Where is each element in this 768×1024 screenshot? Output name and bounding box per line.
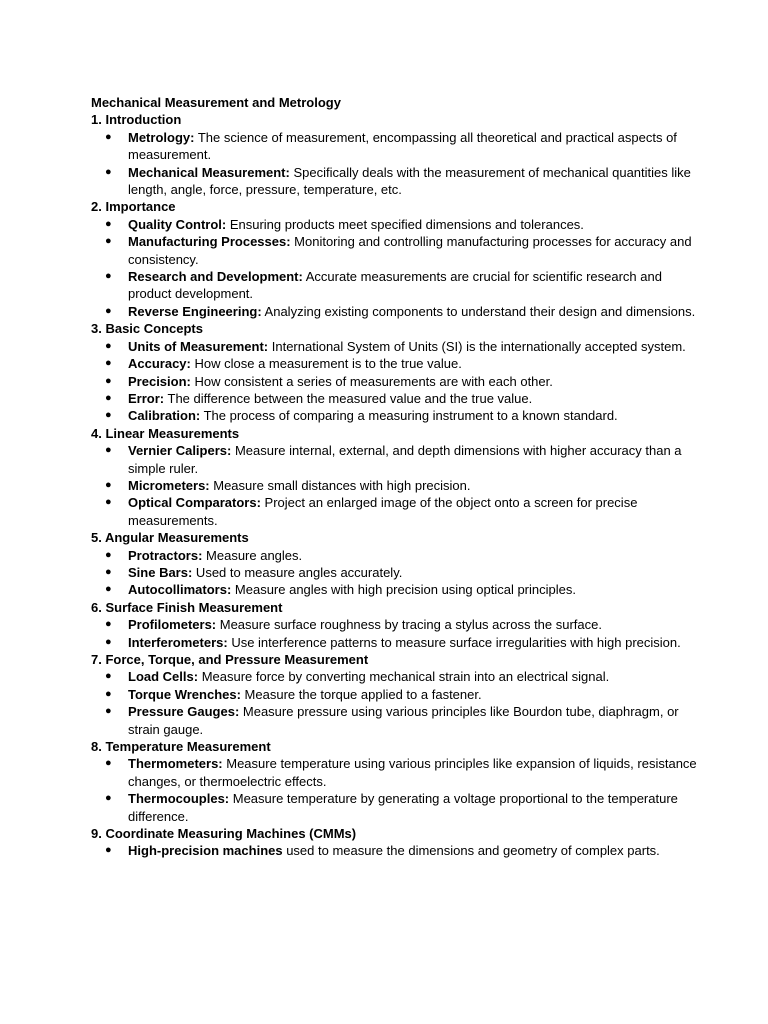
section-heading: 6. Surface Finish Measurement [91,599,283,615]
bullet-icon: ● [105,339,112,352]
bullet-icon: ● [105,304,112,317]
item-description: The science of measurement, encompassing all theoretical and practical aspects of measurement. [128,129,677,163]
item-term: Quality Control: [128,216,227,232]
bullet-list [91,129,708,199]
item-term: Mechanical Measurement: [128,164,290,180]
item-description: Measure temperature by generating a voltage proportional to the temperature difference. [128,791,678,824]
item-term: Load Cells: [128,669,199,685]
item-description: Accurate measurements are crucial for scientific research and product development. [128,269,662,302]
item-term: Accuracy: [128,356,191,372]
section-heading: 3. Basic Concepts [91,321,203,337]
bullet-icon: ● [105,130,112,143]
item-term: Thermometers: [128,756,223,772]
item-description: International System of Units (SI) is the internationally accepted system. [268,338,686,354]
item-description: Project an enlarged image of the object onto a screen for precise measurements. [128,495,638,528]
section-heading: 2. Importance [91,199,176,215]
bullet-icon: ● [105,757,112,770]
list-item [91,842,708,859]
item-description: Measure the torque applied to a fastener. [240,686,482,702]
item-description: Ensuring products meet specified dimensions and tolerances. [226,216,584,232]
list-item [91,338,708,355]
bullet-icon: ● [105,217,112,230]
bullet-icon: ● [105,705,112,718]
item-term: Precision: [128,373,191,389]
bullet-icon: ● [105,496,112,509]
list-item [91,564,708,581]
bullet-icon: ● [105,548,112,561]
section-heading: 4. Linear Measurements [91,425,240,441]
item-description: Used to measure angles accurately. [192,564,403,580]
item-term: Pressure Gauges: [128,704,240,720]
bullet-icon: ● [105,687,112,700]
bullet-list [91,842,708,859]
item-term: Error: [128,390,165,406]
item-term: Reverse Engineering: [128,303,262,319]
section-heading: 8. Temperature Measurement [91,739,271,755]
item-term: Interferometers: [128,634,228,650]
list-item [91,442,708,477]
item-term: Optical Comparators: [128,495,261,511]
item-description: Measure small distances with high precision. [209,477,471,493]
list-item [91,390,708,407]
bullet-icon: ● [105,583,112,596]
bullet-list [91,616,708,651]
item-description: How close a measurement is to the true value. [190,356,462,372]
list-item [91,547,708,564]
bullet-icon: ● [105,565,112,578]
list-item [91,233,708,268]
item-term: High-precision machines [128,843,283,859]
bullet-icon: ● [105,409,112,422]
bullet-icon: ● [105,618,112,631]
list-item [91,668,708,685]
list-item [91,373,708,390]
bullet-icon: ● [105,374,112,387]
section-heading: 9. Coordinate Measuring Machines (CMMs) [91,826,357,842]
item-term: Protractors: [128,547,203,563]
bullet-icon: ● [105,391,112,404]
item-description: The process of comparing a measuring instrument to a known standard. [200,408,618,424]
section-heading: 7. Force, Torque, and Pressure Measurement [91,652,369,667]
item-term: Sine Bars: [128,564,193,580]
item-description: Specifically deals with the measurement of mechanical quantities like length, angle, force, pressure, temperature, etc. [128,164,691,198]
bullet-icon: ● [105,635,112,648]
item-description: Measure angles with high precision using optical principles. [231,582,576,598]
bullet-icon: ● [105,670,112,683]
list-item [91,407,708,424]
list-item [91,494,708,529]
list-item [91,164,708,199]
bullet-icon: ● [105,235,112,248]
bullet-icon: ● [105,844,112,857]
document-title: Mechanical Measurement and Metrology [91,95,341,110]
list-item [91,268,708,303]
bullet-list [91,442,708,529]
bullet-icon: ● [105,792,112,805]
bullet-list [91,216,708,320]
bullet-list [91,755,708,825]
bullet-icon: ● [105,478,112,491]
item-description: Measure internal, external, and depth dimensions with higher accuracy than a simple ruler. [128,443,682,476]
item-description: Use interference patterns to measure surface irregularities with high precision. [227,634,681,650]
item-description: Measure temperature using various principles like expansion of liquids, resistance changes, or thermoelectric effects. [128,756,697,789]
list-item [91,477,708,494]
item-term: Thermocouples: [128,791,230,807]
item-description: The difference between the measured value and the true value. [164,390,533,406]
item-term: Vernier Calipers: [128,443,232,459]
list-item [91,355,708,372]
item-term: Torque Wrenches: [128,686,241,702]
bullet-list [91,547,708,599]
item-term: Units of Measurement: [128,338,269,354]
list-item [91,686,708,703]
item-term: Metrology: [128,129,195,145]
item-description: Monitoring and controlling manufacturing processes for accuracy and consistency. [128,234,692,267]
section-heading: 1. Introduction [91,112,182,128]
bullet-icon: ● [105,270,112,283]
list-item [91,129,708,164]
item-term: Manufacturing Processes: [128,234,291,250]
section-heading: 5. Angular Measurements [91,530,249,546]
item-term: Research and Development: [128,269,303,285]
list-item [91,216,708,233]
list-item [91,790,708,825]
item-term: Autocollimators: [128,582,232,598]
bullet-list [91,668,708,738]
item-description: Measure pressure using various principles like Bourdon tube, diaphragm, or strain gauge. [128,704,679,737]
item-term: Profilometers: [128,617,217,633]
bullet-icon: ● [105,444,112,457]
list-item [91,616,708,633]
list-item [91,581,708,598]
document-body [91,111,708,859]
list-item [91,303,708,320]
list-item [91,703,708,738]
item-description: Measure surface roughness by tracing a stylus across the surface. [216,617,602,633]
list-item [91,634,708,651]
bullet-list [91,338,708,425]
list-item [91,755,708,790]
item-description: Measure angles. [202,547,303,563]
item-description: Analyzing existing components to understand their design and dimensions. [261,303,696,319]
bullet-icon: ● [105,357,112,370]
item-term: Micrometers: [128,477,210,493]
item-description: Measure force by converting mechanical strain into an electrical signal. [198,669,610,685]
item-description: How consistent a series of measurements are with each other. [190,373,553,389]
item-term: Calibration: [128,408,201,424]
bullet-icon: ● [105,165,112,178]
item-description: used to measure the dimensions and geometry of complex parts. [282,843,660,859]
